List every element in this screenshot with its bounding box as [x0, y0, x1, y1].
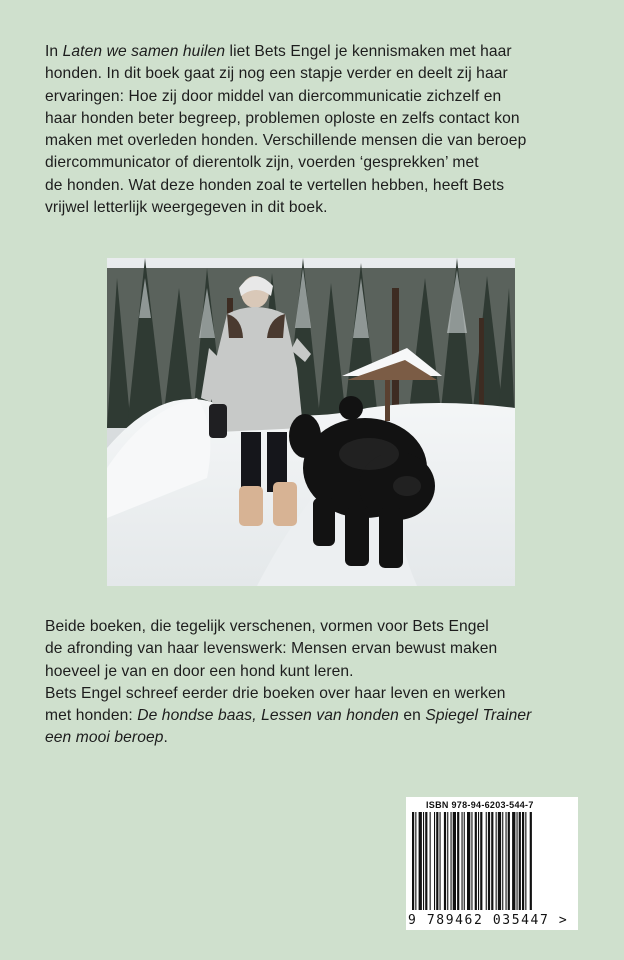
text-line [45, 638, 585, 660]
text-segment: Bets Engel schreef eerder drie boeken over haar leven en werken [45, 684, 506, 702]
barcode-bar [517, 812, 518, 910]
barcode-bar [522, 812, 524, 910]
italic-title-segment: De hondse baas, Lessen van honden [137, 707, 399, 725]
text-segment: de honden. Wat deze honden zoal te vertellen hebben, heeft Bets [45, 176, 505, 194]
text-segment: maken met overleden honden. Verschillende mensen die van beroep [45, 132, 527, 150]
text-line [45, 152, 585, 174]
barcode-bar [457, 812, 459, 910]
barcode-bar [508, 812, 510, 910]
text-line [45, 86, 585, 108]
barcode-bar [440, 812, 441, 910]
closing-paragraph [45, 616, 585, 750]
isbn-label: ISBN 978-94-6203-544-7 [426, 800, 534, 810]
text-line [45, 661, 585, 683]
text-segment: haar honden beter begreep, problemen oploste en zelfs contact kon [45, 109, 520, 127]
barcode-bars [410, 812, 574, 912]
text-segment: . [163, 729, 168, 747]
barcode-bar [467, 812, 470, 910]
barcode-bar [506, 812, 507, 910]
text-segment: liet Bets Engel je kennismaken met haar [225, 43, 512, 60]
barcode-bar [462, 812, 463, 910]
barcode-bar [478, 812, 479, 910]
text-segment: de afronding van haar levenswerk: Mensen ervan bewust maken [45, 640, 498, 658]
barcode-bar [502, 812, 503, 910]
italic-title-segment: een mooi beroep [45, 729, 164, 747]
barcode-bar [488, 812, 490, 910]
barcode-bar [519, 812, 521, 910]
barcode-bar [453, 812, 456, 910]
barcode-bar [419, 812, 422, 910]
barcode-bar [444, 812, 446, 910]
text-line [45, 727, 585, 749]
barcode-bar [415, 812, 416, 910]
description-paragraph [45, 41, 585, 219]
text-segment: diercommunicator of dierentolk zijn, voerden ‘gesprekken’ met [45, 154, 479, 172]
italic-title-segment: Spiegel Trainer [425, 707, 532, 725]
text-line [45, 705, 585, 727]
cover-photo-woman-walking-dog-in-snow [107, 258, 515, 586]
text-line [45, 616, 585, 638]
barcode-bar [491, 812, 493, 910]
barcode-bar [475, 812, 477, 910]
barcode-bar [486, 812, 487, 910]
ean-digits: 9 789462 035447 > [408, 913, 569, 928]
italic-title-segment: Laten we samen huilen [62, 43, 226, 60]
text-line [45, 130, 585, 152]
barcode-bar [498, 812, 501, 910]
barcode-bar [480, 812, 482, 910]
barcode-bar [525, 812, 526, 910]
barcode-bar [423, 812, 424, 910]
barcode-bar [436, 812, 438, 910]
barcode-bar [464, 812, 465, 910]
barcode-bar [430, 812, 431, 910]
barcode-bar [530, 812, 532, 910]
text-segment: Beide boeken, die tegelijk verschenen, vormen voor Bets Engel [45, 618, 489, 635]
text-segment: met honden: [45, 707, 138, 725]
text-segment: vrijwel letterlijk weergegeven in dit boek. [45, 199, 328, 217]
text-segment: honden. In dit boek gaat zij nog een stapje verder en deelt zij haar [45, 65, 508, 83]
text-line [45, 108, 585, 130]
barcode-bar [434, 812, 435, 910]
barcode-bar [451, 812, 452, 910]
barcode-bar [412, 812, 414, 910]
barcode-bar [496, 812, 497, 910]
text-line [45, 683, 585, 705]
text-segment: In [45, 43, 63, 60]
text-segment: hoeveel je van en door een hond kunt leren. [45, 662, 354, 680]
text-line [45, 197, 585, 219]
barcode-bar [471, 812, 472, 910]
text-line [45, 63, 585, 85]
isbn-barcode [406, 797, 578, 930]
text-line [45, 175, 585, 197]
text-segment: en [398, 707, 426, 725]
text-line [45, 41, 585, 63]
barcode-bar [512, 812, 515, 910]
text-segment: ervaringen: Hoe zij door middel van diercommunicatie zichzelf en [45, 87, 502, 105]
barcode-bar [447, 812, 448, 910]
barcode-bar [425, 812, 427, 910]
